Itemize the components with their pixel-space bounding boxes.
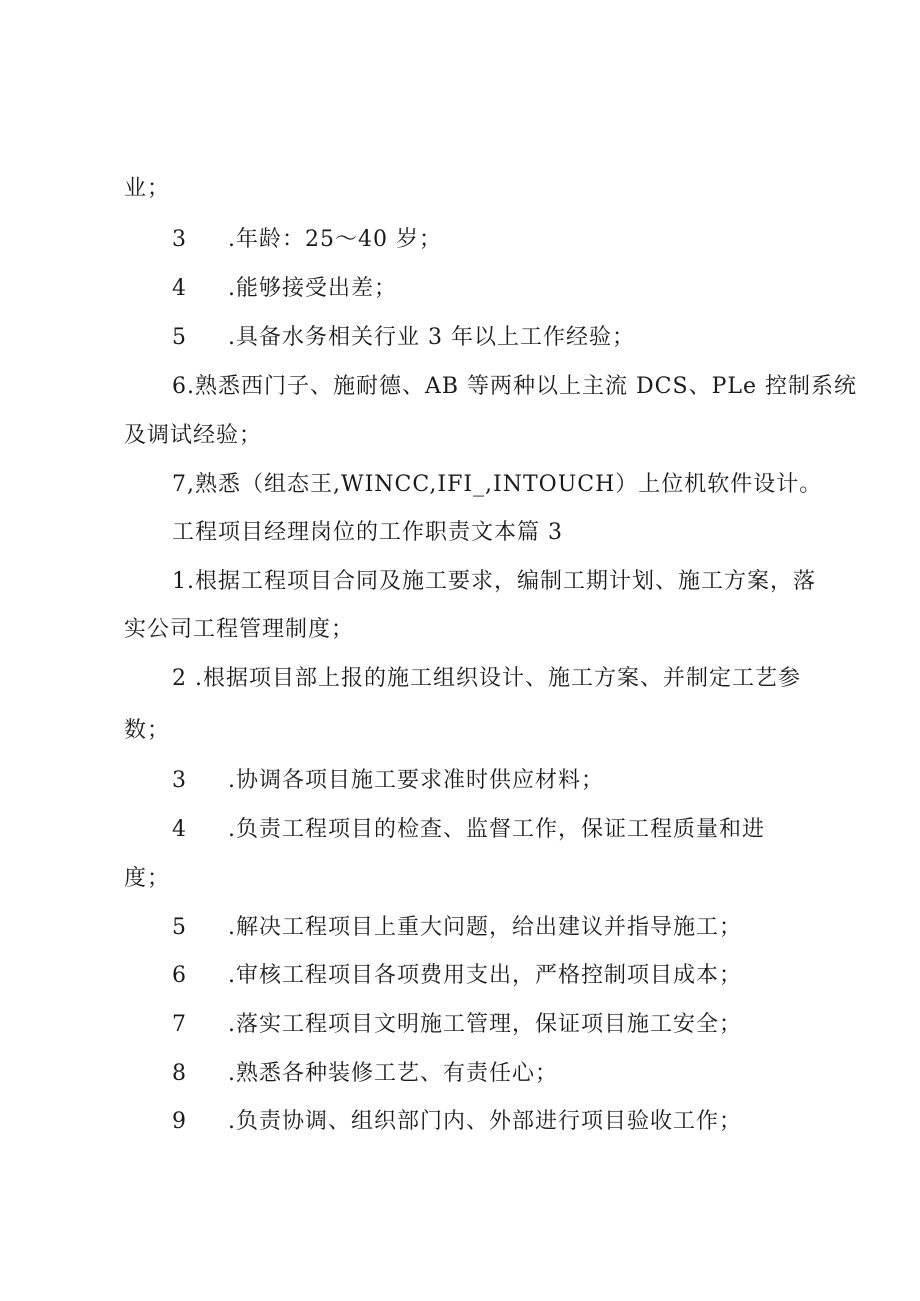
text-line: [124, 716, 170, 746]
item-number: 4: [172, 817, 187, 842]
item-number: 9: [172, 1109, 187, 1134]
item-number: 6: [172, 963, 187, 988]
list-item: [172, 1107, 742, 1137]
list-item: [172, 961, 742, 991]
item-text: .落实工程项目文明施工管理，保证项目施工安全；: [228, 1012, 742, 1037]
list-item: [172, 913, 742, 943]
item-text: 6.熟悉西门子、施耐德、AB 等两种以上主流 DCS、PLe 控制系统: [172, 374, 858, 399]
item-text: 2 .根据项目部上报的施工组织设计、施工方案、并制定工艺参: [172, 666, 801, 691]
list-item: [172, 766, 604, 796]
item-text: .负责协调、组织部门内、外部进行项目验收工作；: [228, 1109, 742, 1134]
item-text: .熟悉各种装修工艺、有责任心；: [228, 1061, 558, 1086]
list-item: [172, 664, 801, 694]
text-line: [124, 421, 262, 451]
list-item: [172, 1059, 558, 1089]
item-number: 3: [172, 227, 187, 252]
text-line: [124, 174, 170, 204]
item-number: 7: [172, 1012, 187, 1037]
item-number: 4: [172, 276, 187, 301]
heading-text: 工程项目经理岗位的工作职责文本篇 3: [172, 520, 563, 545]
line-text: 及调试经验；: [124, 423, 263, 448]
item-number: 3: [172, 768, 187, 793]
text-line: [124, 864, 170, 894]
list-item: [172, 372, 857, 402]
item-text: .具备水务相关行业 3 年以上工作经验；: [228, 325, 635, 350]
item-text: .协调各项目施工要求准时供应材料；: [228, 768, 604, 793]
item-text: .负责工程项目的检查、监督工作，保证工程质量和进: [228, 817, 765, 842]
item-text: .年龄：25～40 岁；: [228, 227, 442, 252]
item-text: .能够接受出差；: [228, 276, 397, 301]
list-item: [172, 470, 822, 500]
section-heading: [172, 518, 563, 548]
item-text: 1.根据工程项目合同及施工要求，编制工期计划、施工方案，落: [172, 569, 816, 594]
line-text: 业；: [124, 176, 171, 201]
list-item: [172, 274, 397, 304]
item-number: 5: [172, 325, 187, 350]
item-text: .审核工程项目各项费用支出，严格控制项目成本；: [228, 963, 742, 988]
list-item: [172, 567, 816, 597]
item-text: .解决工程项目上重大问题，给出建议并指导施工；: [228, 915, 742, 940]
list-item: [172, 815, 765, 845]
list-item: [172, 1010, 742, 1040]
list-item: [172, 323, 635, 353]
list-item: [172, 225, 442, 255]
line-text: 实公司工程管理制度；: [124, 617, 355, 642]
item-number: 5: [172, 915, 187, 940]
line-text: 数；: [124, 718, 171, 743]
item-number: 8: [172, 1061, 187, 1086]
item-text: 7,熟悉（组态王,WINCC,IFI_,INTOUCH）上位机软件设计。: [172, 472, 823, 497]
line-text: 度；: [124, 866, 171, 891]
text-line: [124, 615, 354, 645]
